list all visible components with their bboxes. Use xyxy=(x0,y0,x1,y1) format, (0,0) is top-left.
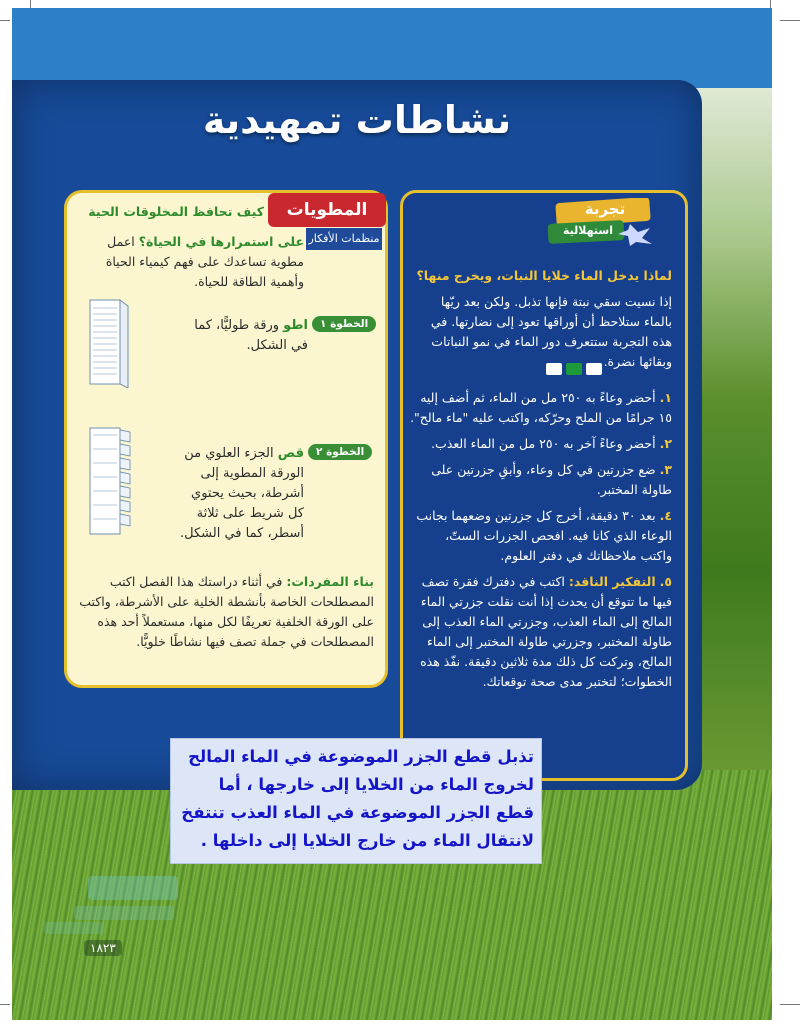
foldables-question xyxy=(74,232,304,292)
step2-body: الجزء العلوي من الورقة المطوية إلى أشرطة، بحيث يحتوي كل شريط على ثلاثة أسطر، كما في الشكل. xyxy=(180,446,304,541)
crop-mark xyxy=(0,1004,10,1005)
step-number: ٢. xyxy=(659,436,672,451)
crop-mark xyxy=(770,0,771,8)
step-number: ٤. xyxy=(659,508,672,523)
launch-lab-subtitle: استهلالية xyxy=(563,224,613,237)
crop-mark xyxy=(780,20,800,21)
experiment-question: لماذا يدخل الماء خلايا النبات، ويخرج منها؟ xyxy=(416,268,672,283)
vocabulary-building xyxy=(74,572,374,652)
critical-thinking-label: التفكير الناقد: xyxy=(568,574,656,589)
page-number: ١٨٢٣ xyxy=(84,940,122,956)
step2-verb: قص xyxy=(277,446,304,461)
step-number: ٥. xyxy=(659,574,672,589)
step-text: بعد ٣٠ دقيقة، أخرج كل جزرتين وضعهما بجانب الوعاء الذي كانا فيه. افحص الجزرات الستّ، واكتب ملاحظاتك في دفتر العلوم. xyxy=(416,508,672,563)
foldables-badge: المطويات xyxy=(268,193,386,227)
step-text: ضع جزرتين في كل وعاء، وأبقِ جزرتين على طاولة المختبر. xyxy=(431,462,672,497)
foldables-question-rest: اعمل مطوية تساعدك على فهم كيمياء الحياة وأهمية الطاقة للحياة. xyxy=(105,234,304,289)
watermark-logo xyxy=(44,872,194,942)
step1-verb: اطو xyxy=(283,318,308,333)
vocabulary-body: في أثناء دراستك هذا الفصل اكتب المصطلحات الخاصة بأنشطة الخلية على الأشرطة، واكتب على الورقة الخلفية تعريفًا لكل منها، مستعملاً أحد هذه المصطلحات في جملة تصف فيها نشاطًا خلويًّا. xyxy=(79,574,374,649)
step2-text xyxy=(178,444,304,544)
safety-icons xyxy=(546,362,602,376)
experiment-intro: إذا نسيت سقي نبتة فإنها تذبل. ولكن بعد ريّها بالماء ستلاحظ أن أوراقها تعود إلى نضارتها. في هذه التجربة ستتعرف دور الماء في نمو النباتات وبقائها نضرة. xyxy=(430,294,672,369)
vocabulary-label: بناء المفردات: xyxy=(286,574,374,589)
folded-paper-illustration xyxy=(86,298,130,388)
step-text: اكتب في دفترك فقرة تصف فيها ما تتوقع أن يحدث إذا أنت نقلت جزرتي الماء المالح إلى الماء العذب، وجزرتي الماء العذب إلى طاولة المختبر، وجزرتي طاولة المختبر إلى الماء المالح، وتركت كل ذلك مدة ثلاثين دقيقة. نفّذ هذه الخطوات؛ لتختبر مدى صحة توقعاتك. xyxy=(420,574,672,689)
step1-label: الخطوة ١ xyxy=(312,316,376,332)
cut-strips-paper-illustration xyxy=(86,426,132,538)
foldables-heading: كيف تحافظ المخلوقات الحية xyxy=(88,204,264,219)
experiment-steps xyxy=(410,388,672,698)
step2-label: الخطوة ٢ xyxy=(308,444,372,460)
step-text: أحضر وعاءً آخر به ٢٥٠ مل من الماء العذب. xyxy=(431,436,656,451)
experiment-step xyxy=(410,388,672,428)
step-number: ١. xyxy=(659,390,672,405)
answer-text: تذبل قطع الجزر الموضوعة في الماء المالح لخروج الماء من الخلايا إلى خارجها ، أما قطع الجزر الموضوعة في الماء العذب تنتفخ لانتقال الماء من خارج الخلايا إلى داخلها . xyxy=(181,747,534,850)
top-banner xyxy=(12,8,772,88)
organizers-tag: منظمات الأفكار xyxy=(306,228,382,250)
experiment-step xyxy=(410,506,672,566)
step-text: أحضر وعاءً به ٢٥٠ مل من الماء، ثم أضف إليه ١٥ جرامًا من الملح وحرّكه، واكتب عليه "ماء مالح". xyxy=(410,390,672,425)
experiment-step xyxy=(410,572,672,692)
experiment-step xyxy=(410,434,672,454)
foliage-background xyxy=(690,88,772,778)
crop-mark xyxy=(780,1004,800,1005)
page-title: نشاطات تمهيدية xyxy=(202,98,512,142)
crop-mark xyxy=(0,20,10,21)
foldables-question-green: على استمرارها في الحياة؟ xyxy=(138,234,304,249)
experiment-step xyxy=(410,460,672,500)
step1-text xyxy=(190,316,308,356)
launch-lab-title: تجربة xyxy=(584,200,626,218)
step1-body: ورقة طوليًّا، كما في الشكل. xyxy=(194,318,308,353)
step-number: ٣. xyxy=(659,462,672,477)
crop-mark xyxy=(30,0,31,8)
